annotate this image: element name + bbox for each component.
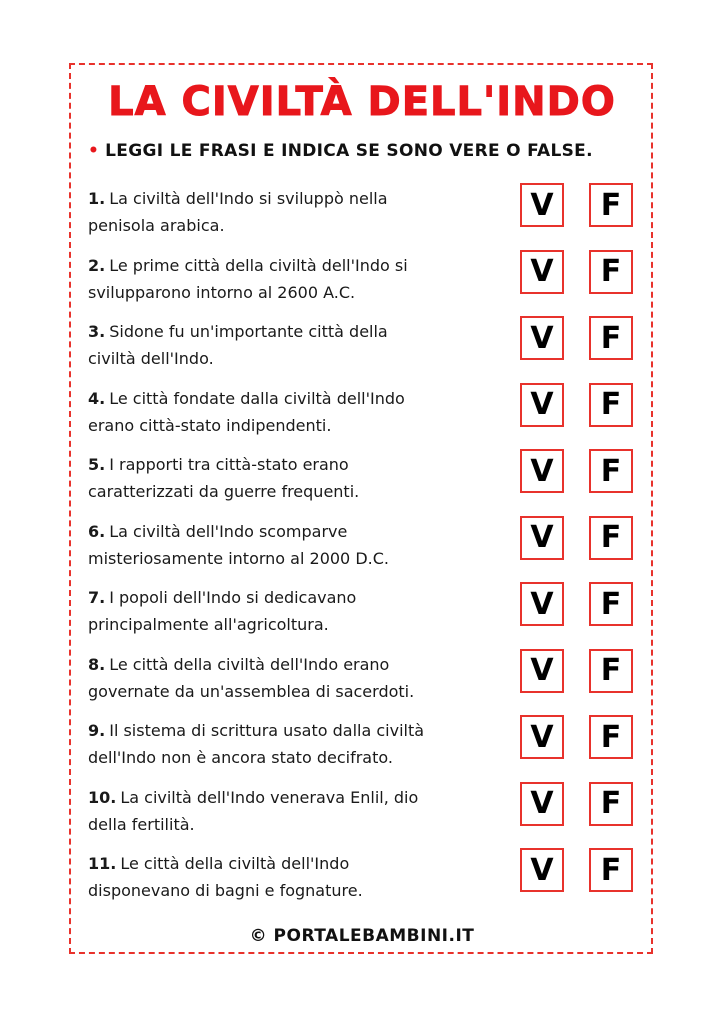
true-checkbox[interactable]: V <box>520 449 564 493</box>
question-item <box>88 318 498 372</box>
question-number: 7. <box>88 588 106 607</box>
false-checkbox[interactable]: F <box>589 449 633 493</box>
question-text-line2: erano città-stato indipendenti. <box>88 415 332 435</box>
false-checkbox[interactable]: F <box>589 649 633 693</box>
bullet-icon: • <box>88 141 100 161</box>
false-checkbox[interactable]: F <box>589 848 633 892</box>
question-item <box>88 252 498 306</box>
instruction-text: LEGGI LE FRASI E INDICA SE SONO VERE O FALSE. <box>105 141 593 161</box>
true-checkbox[interactable]: V <box>520 649 564 693</box>
question-number: 3. <box>88 322 106 341</box>
true-checkbox[interactable]: V <box>520 316 564 360</box>
question-text-line2: svilupparono intorno al 2600 A.C. <box>88 282 356 302</box>
question-number: 9. <box>88 721 106 740</box>
question-number: 4. <box>88 388 106 408</box>
question-text-line1: I popoli dell'Indo si dedicavano <box>109 588 357 607</box>
true-checkbox[interactable]: V <box>520 715 564 759</box>
false-checkbox[interactable]: F <box>589 582 633 626</box>
question-number: 6. <box>88 521 106 541</box>
page-title: LA CIVILTÀ DELL'INDO <box>108 79 616 125</box>
false-checkbox[interactable]: F <box>589 516 633 560</box>
question-item <box>88 385 498 439</box>
question-item <box>88 584 498 638</box>
question-text-line1: Le città fondate dalla civiltà dell'Indo <box>109 388 405 408</box>
question-text-line2: della fertilità. <box>88 814 195 834</box>
false-checkbox[interactable]: F <box>589 715 633 759</box>
footer-copyright: © PORTALEBAMBINI.IT <box>249 926 475 946</box>
question-item <box>88 451 498 505</box>
question-text-line1: Le città della civiltà dell'Indo erano <box>109 654 390 674</box>
question-number: 8. <box>88 654 106 674</box>
question-text-line2: governate da un'assemblea di sacerdoti. <box>88 681 415 701</box>
question-text-line1: I rapporti tra città-stato erano <box>109 455 349 474</box>
false-checkbox[interactable]: F <box>589 250 633 294</box>
question-item <box>88 651 498 705</box>
true-checkbox[interactable]: V <box>520 383 564 427</box>
question-text-line1: La civiltà dell'Indo venerava Enlil, dio <box>120 787 419 807</box>
false-checkbox[interactable]: F <box>589 383 633 427</box>
question-item <box>88 717 498 771</box>
false-checkbox[interactable]: F <box>589 316 633 360</box>
instruction-line <box>88 140 593 162</box>
question-item <box>88 185 498 239</box>
question-number: 10. <box>88 787 117 807</box>
question-item <box>88 518 498 572</box>
true-checkbox[interactable]: V <box>520 183 564 227</box>
true-checkbox[interactable]: V <box>520 516 564 560</box>
question-item <box>88 784 498 838</box>
true-checkbox[interactable]: V <box>520 582 564 626</box>
true-checkbox[interactable]: V <box>520 250 564 294</box>
question-number: 2. <box>88 255 106 275</box>
question-number: 11. <box>88 854 117 873</box>
question-text-line2: penisola arabica. <box>88 216 225 235</box>
question-text-line2: principalmente all'agricoltura. <box>88 615 329 634</box>
question-number: 5. <box>88 455 106 474</box>
true-checkbox[interactable]: V <box>520 782 564 826</box>
question-item <box>88 850 498 904</box>
question-text-line1: Sidone fu un'importante città della <box>109 322 388 341</box>
question-text-line1: Le città della civiltà dell'Indo <box>120 854 350 873</box>
question-text-line2: disponevano di bagni e fognature. <box>88 881 363 900</box>
question-text-line1: Le prime città della civiltà dell'Indo si <box>109 255 408 275</box>
true-checkbox[interactable]: V <box>520 848 564 892</box>
question-text-line2: caratterizzati da guerre frequenti. <box>88 482 360 501</box>
question-text-line2: civiltà dell'Indo. <box>88 349 214 368</box>
false-checkbox[interactable]: F <box>589 183 633 227</box>
false-checkbox[interactable]: F <box>589 782 633 826</box>
question-text-line1: La civiltà dell'Indo si sviluppò nella <box>109 189 388 208</box>
question-text-line2: dell'Indo non è ancora stato decifrato. <box>88 748 393 767</box>
question-text-line1: Il sistema di scrittura usato dalla civiltà <box>109 721 425 740</box>
question-text-line1: La civiltà dell'Indo scomparve <box>109 521 348 541</box>
question-text-line2: misteriosamente intorno al 2000 D.C. <box>88 548 389 568</box>
question-number: 1. <box>88 189 106 208</box>
